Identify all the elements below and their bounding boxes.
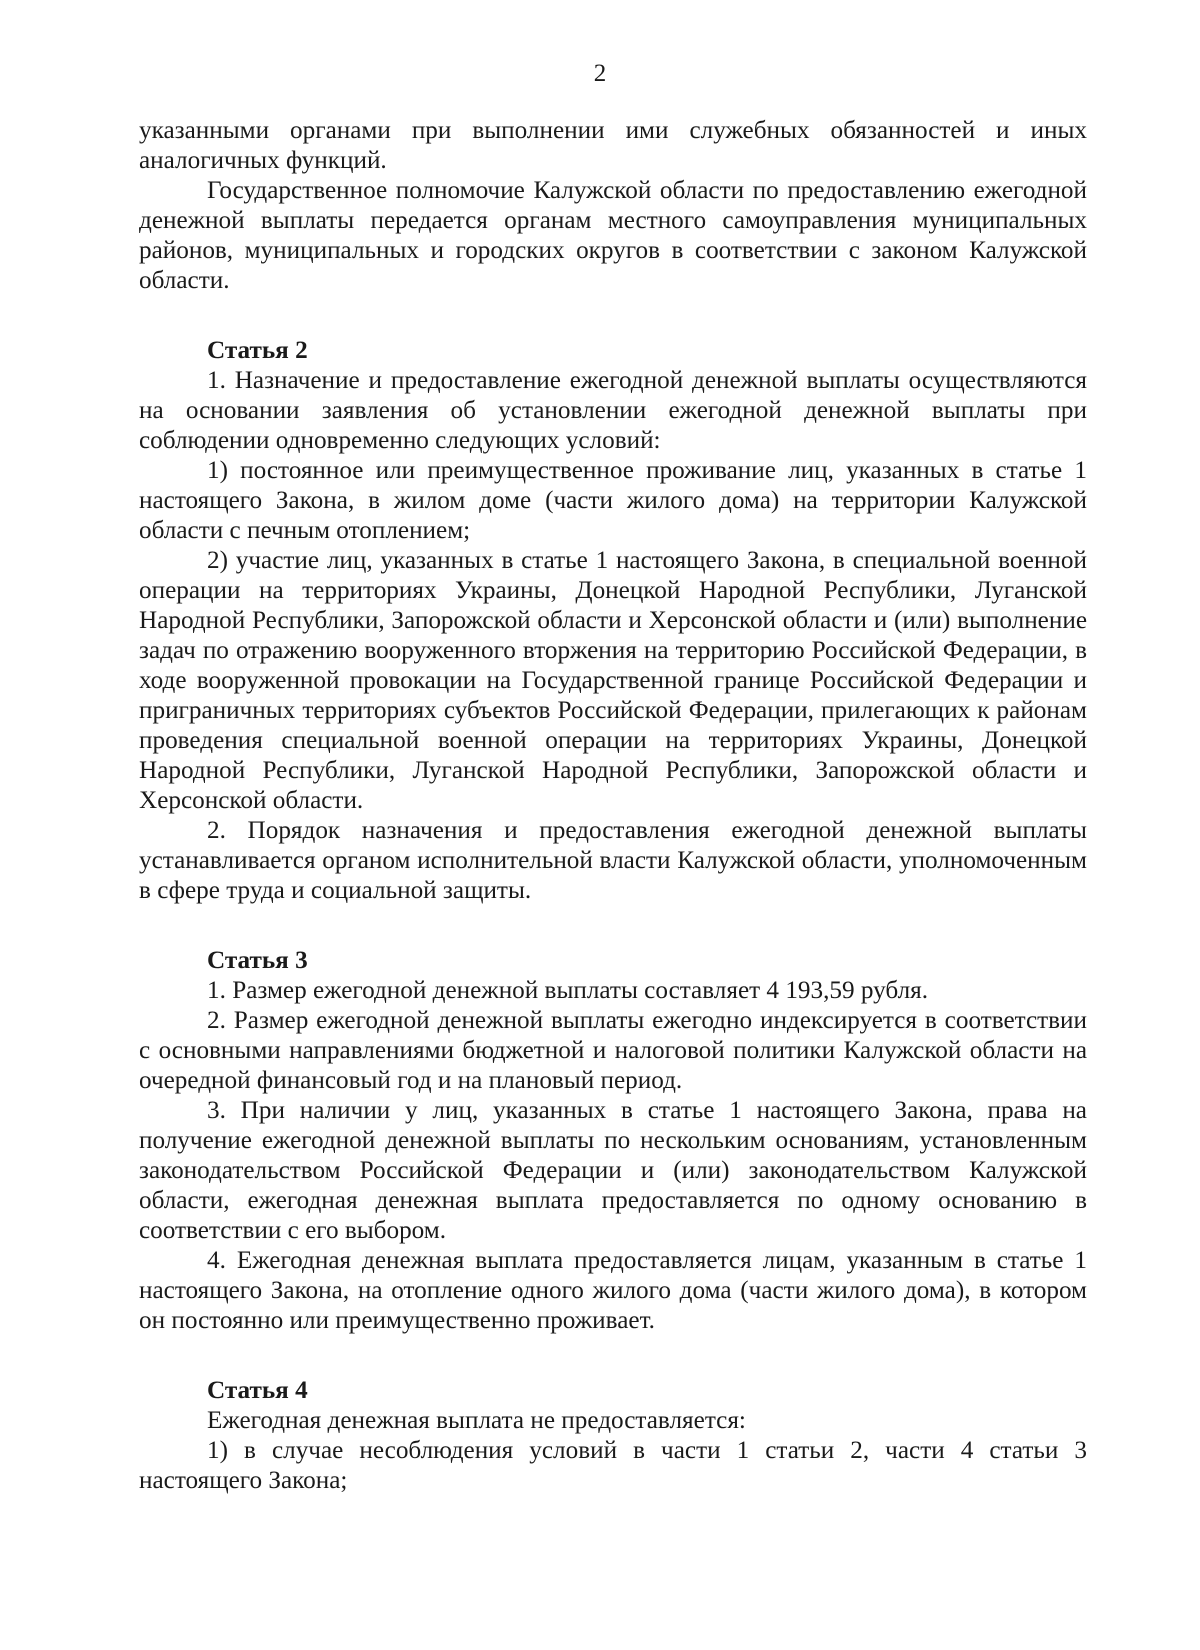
article-2-part-2: 2. Порядок назначения и предоставления ежегодной денежной выплаты устанавливается органом исполнительной власти Калужской области, уполномоченным в сфере труда и социальной защиты.	[139, 817, 1087, 904]
article-3-part-3: 3. При наличии у лиц, указанных в статье 1 настоящего Закона, права на получение ежегодной денежной выплаты по нескольким основаниям, установленным законодательством Российской Федерации и (или) законодательством Калужской области, ежегодная денежная выплата предоставляется по одному основанию в соответствии с его выбором.	[139, 1097, 1087, 1244]
page-number: 2	[593, 60, 607, 87]
paragraph-intro-continuation: указанными органами при выполнении ими служебных обязанностей и иных аналогичных функций.	[139, 117, 1087, 174]
article-4-heading: Статья 4	[207, 1377, 308, 1404]
paragraph-state-authority: Государственное полномочие Калужской области по предоставлению ежегодной денежной выплаты передается органам местного самоуправления муниципальных районов, муниципальных и городских округов в соответствии с законом Калужской области.	[139, 177, 1087, 294]
article-2-heading: Статья 2	[207, 337, 308, 364]
document-body	[139, 116, 1087, 1496]
article-2-part-1-item-2: 2) участие лиц, указанных в статье 1 настоящего Закона, в специальной военной операции на территориях Украины, Донецкой Народной Республики, Луганской Народной Республики, Запорожской области и Херсонской области и (или) выполнение задач по отражению вооруженного вторжения на территорию Российской Федерации, в ходе вооруженной провокации на Государственной границе Российской Федерации и приграничных территориях субъектов Российской Федерации, прилегающих к районам проведения специальной военной операции на территориях Украины, Донецкой Народной Республики, Луганской Народной Республики, Запорожской области и Херсонской области.	[139, 547, 1087, 814]
article-4-item-1: 1) в случае несоблюдения условий в части 1 статьи 2, части 4 статьи 3 настоящего Закона;	[139, 1437, 1087, 1494]
article-2-part-1: 1. Назначение и предоставление ежегодной денежной выплаты осуществляются на основании заявления об установлении ежегодной денежной выплаты при соблюдении одновременно следующих условий:	[139, 367, 1087, 454]
article-3-heading: Статья 3	[207, 947, 308, 974]
article-4-intro: Ежегодная денежная выплата не предоставляется:	[207, 1407, 746, 1434]
article-2-part-1-item-1: 1) постоянное или преимущественное проживание лиц, указанных в статье 1 настоящего Закона, в жилом доме (части жилого дома) на территории Калужской области с печным отоплением;	[139, 457, 1087, 544]
article-3-part-4: 4. Ежегодная денежная выплата предоставляется лицам, указанным в статье 1 настоящего Закона, на отопление одного жилого дома (части жилого дома), в котором он постоянно или преимущественно проживает.	[139, 1247, 1087, 1334]
article-3-part-2: 2. Размер ежегодной денежной выплаты ежегодно индексируется в соответствии с основными направлениями бюджетной и налоговой политики Калужской области на очередной финансовый год и на плановый период.	[139, 1007, 1087, 1094]
article-3-part-1: 1. Размер ежегодной денежной выплаты составляет 4 193,59 рубля.	[207, 977, 929, 1004]
